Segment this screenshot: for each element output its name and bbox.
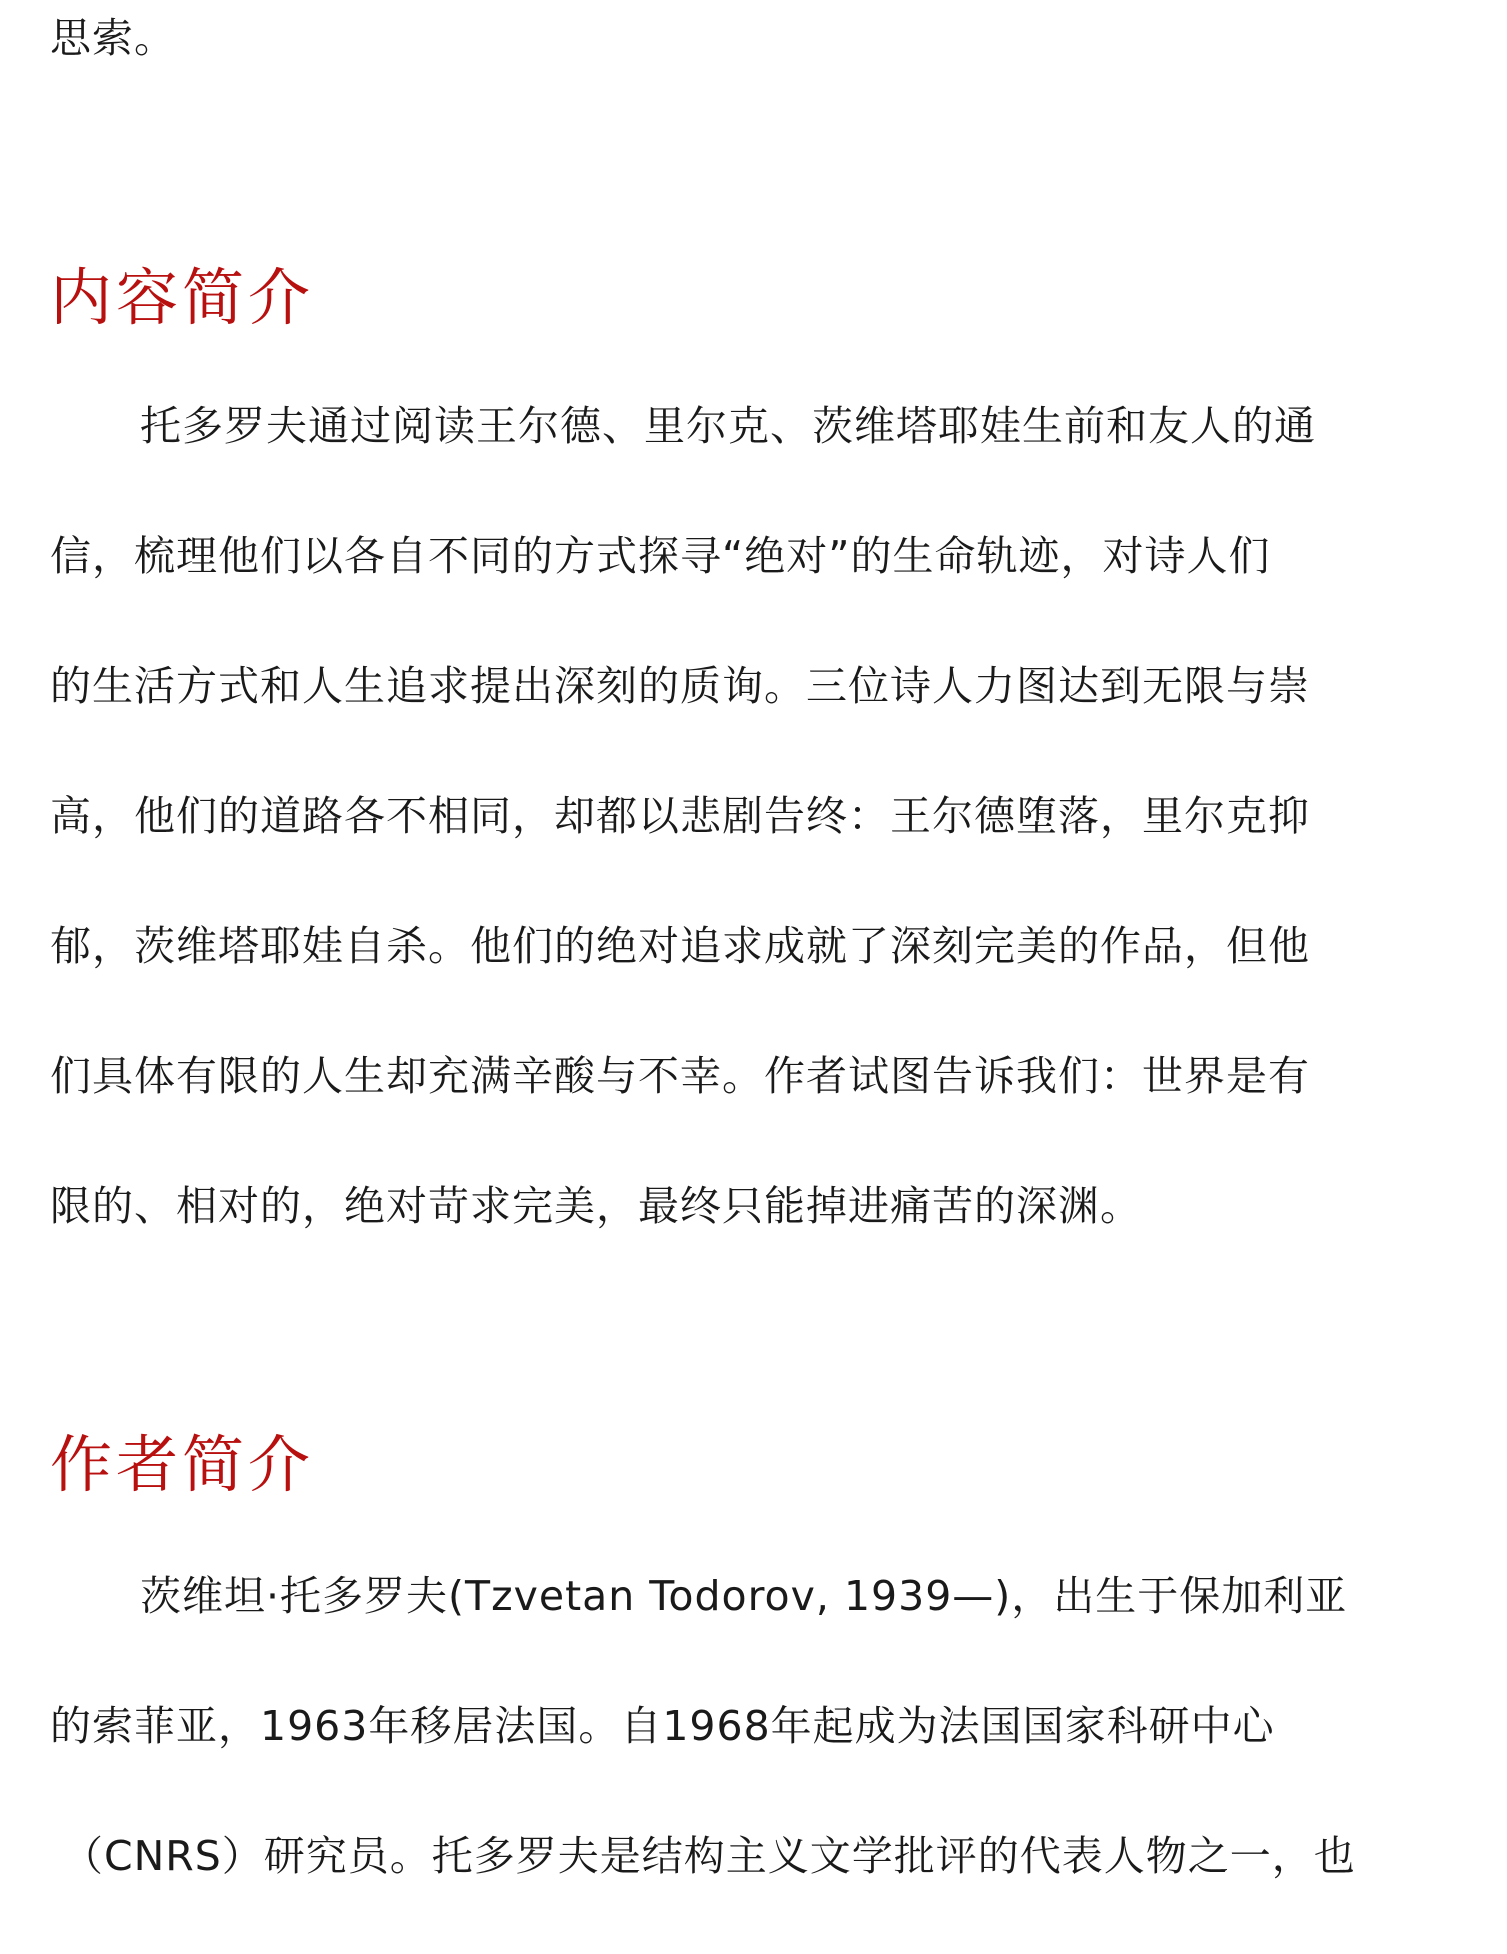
summary-line-7: 限的、相对的，绝对苛求完美，最终只能掉进痛苦的深渊。 (50, 1182, 1142, 1230)
summary-heading: 内容简介 (50, 261, 315, 334)
top-fragment-text: 思索。 (50, 14, 176, 62)
author-line-1: 茨维坦·托多罗夫(Tzvetan Todorov, 1939—)，出生于保加利亚 (140, 1572, 1348, 1620)
summary-line-5: 郁，茨维塔耶娃自杀。他们的绝对追求成就了深刻完美的作品，但他 (50, 922, 1310, 970)
summary-line-3: 的生活方式和人生追求提出深刻的质询。三位诗人力图达到无限与崇 (50, 662, 1310, 710)
summary-line-4: 高，他们的道路各不相同，却都以悲剧告终：王尔德堕落，里尔克抑 (50, 792, 1310, 840)
author-heading: 作者简介 (50, 1428, 315, 1501)
summary-line-1: 托多罗夫通过阅读王尔德、里尔克、茨维塔耶娃生前和友人的通 (140, 402, 1316, 450)
author-line-3: （CNRS）研究员。托多罗夫是结构主义文学批评的代表人物之一，也 (62, 1832, 1356, 1880)
author-line-2: 的索菲亚，1963年移居法国。自1968年起成为法国国家科研中心 (50, 1702, 1275, 1750)
summary-line-2: 信，梳理他们以各自不同的方式探寻“绝对”的生命轨迹，对诗人们 (50, 532, 1271, 580)
summary-line-6: 们具体有限的人生却充满辛酸与不幸。作者试图告诉我们：世界是有 (50, 1052, 1310, 1100)
